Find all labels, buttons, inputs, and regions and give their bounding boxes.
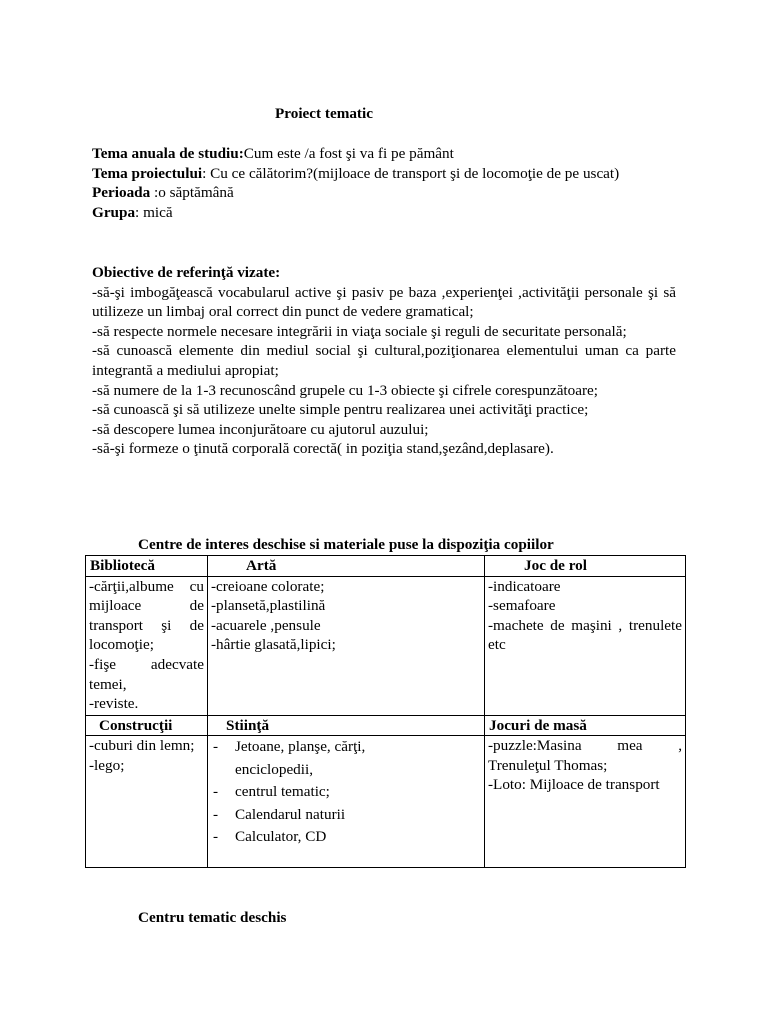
objective-item: -să descopere lumea inconjurătoare cu ajutorul auzului; [92,420,429,438]
header-arta: Artă [208,556,485,577]
list-item: - centrul tematic; [211,781,481,804]
objective-item: -să numere de la 1-3 recunoscând grupele cu 1-3 obiecte şi cifrele corespunzătoare; [92,381,599,399]
centers-table [85,555,686,868]
header-constructii: Construcţii [86,715,208,736]
cell-joc-de-rol [485,576,686,715]
list-item: -puzzle:Masina mea , Trenuleţul Thomas; [488,737,682,774]
cell-jocuri-de-masa [485,736,686,868]
list-item: -fişe adecvate temei, [89,655,204,693]
list-item: -creioane colorate; [211,577,325,595]
period-label: Perioada [92,184,151,202]
list-item: -cărţii,albume cu mijloace de transport şi de locomoţie; [89,577,204,654]
list-item: -Loto: Mijloace de transport [488,776,660,794]
list-item: -lego; [89,756,125,774]
document-title: Proiect tematic [275,105,373,122]
project-theme-line [92,164,676,184]
open-thematic-center-title: Centru tematic deschis [138,909,287,926]
annual-theme-label: Tema anuala de studiu: [92,145,244,162]
cell-biblioteca [86,576,208,715]
group-line [92,203,676,223]
list-item: -machete de maşini , trenulete etc [488,616,682,654]
objective-item: -să cunoască elemente din mediul social şi cultural,poziţionarea elementului uman ca parte integrantă a mediului apropiat; [92,342,676,379]
header-biblioteca: Bibliotecă [86,556,208,577]
period-value: :o săptămână [150,184,234,202]
project-theme-label: Tema proiectului [92,164,203,182]
list-item: -hârtie glasată,lipici; [211,636,336,654]
objective-item: -să-şi formeze o ţinută corporală corectă( in poziţia stand,şezând,deplasare). [92,440,554,458]
annual-theme-line [92,144,676,164]
header-stiinta: Stiinţă [208,715,485,736]
objective-item: -să cunoască şi să utilizeze unelte simple pentru realizarea unei activităţi practice; [92,401,589,419]
objectives-heading: Obiective de referinţă vizate: [92,264,281,281]
group-value: : mică [135,203,173,221]
table-header-row [86,556,686,577]
list-item: -acuarele ,pensule [211,616,321,634]
period-line [92,183,676,203]
centers-title: Centre de interes deschise si materiale puse la dispoziţia copiilor [138,536,554,553]
cell-arta [208,576,485,715]
header-joc-de-rol: Joc de rol [485,556,686,577]
list-item: -reviste. [89,695,139,713]
group-label: Grupa [92,203,136,221]
list-item-continuation [211,759,481,782]
science-list [211,736,481,849]
objective-item: -să-şi imbogăţească vocabularul active şi pasiv pe baza ,experienţei ,activităţii personale şi să utilizeze un limbaj oral correct din punct de vedere gramatical; [92,283,676,321]
list-item: -semafoare [488,597,556,615]
table-row [86,576,686,715]
cell-constructii [86,736,208,868]
objective-item: -să respecte normele necesare integrării in viaţa sociale şi reguli de securitate personală; [92,322,627,340]
list-item: - Calendarul naturii [211,804,481,827]
list-item: - Calculator, CD [211,826,481,849]
table-header-row [86,715,686,736]
list-item: -indicatoare [488,577,561,595]
project-info [92,144,676,222]
list-item: - Jetoane, planşe, cărţi, [211,736,481,759]
objectives-section [92,263,676,459]
list-item-text: enciclopedii, [235,760,314,778]
header-jocuri-de-masa: Jocuri de masă [485,715,686,736]
list-item: -plansetă,plastilină [211,597,326,615]
annual-theme-value: Cum este /a fost şi va fi pe pământ [243,145,454,162]
table-row [86,736,686,868]
project-theme-value: : Cu ce călătorim?(mijloace de transport şi de locomoţie de pe uscat) [202,164,620,182]
cell-stiinta [208,736,485,868]
list-item: -cuburi din lemn; [89,737,195,755]
